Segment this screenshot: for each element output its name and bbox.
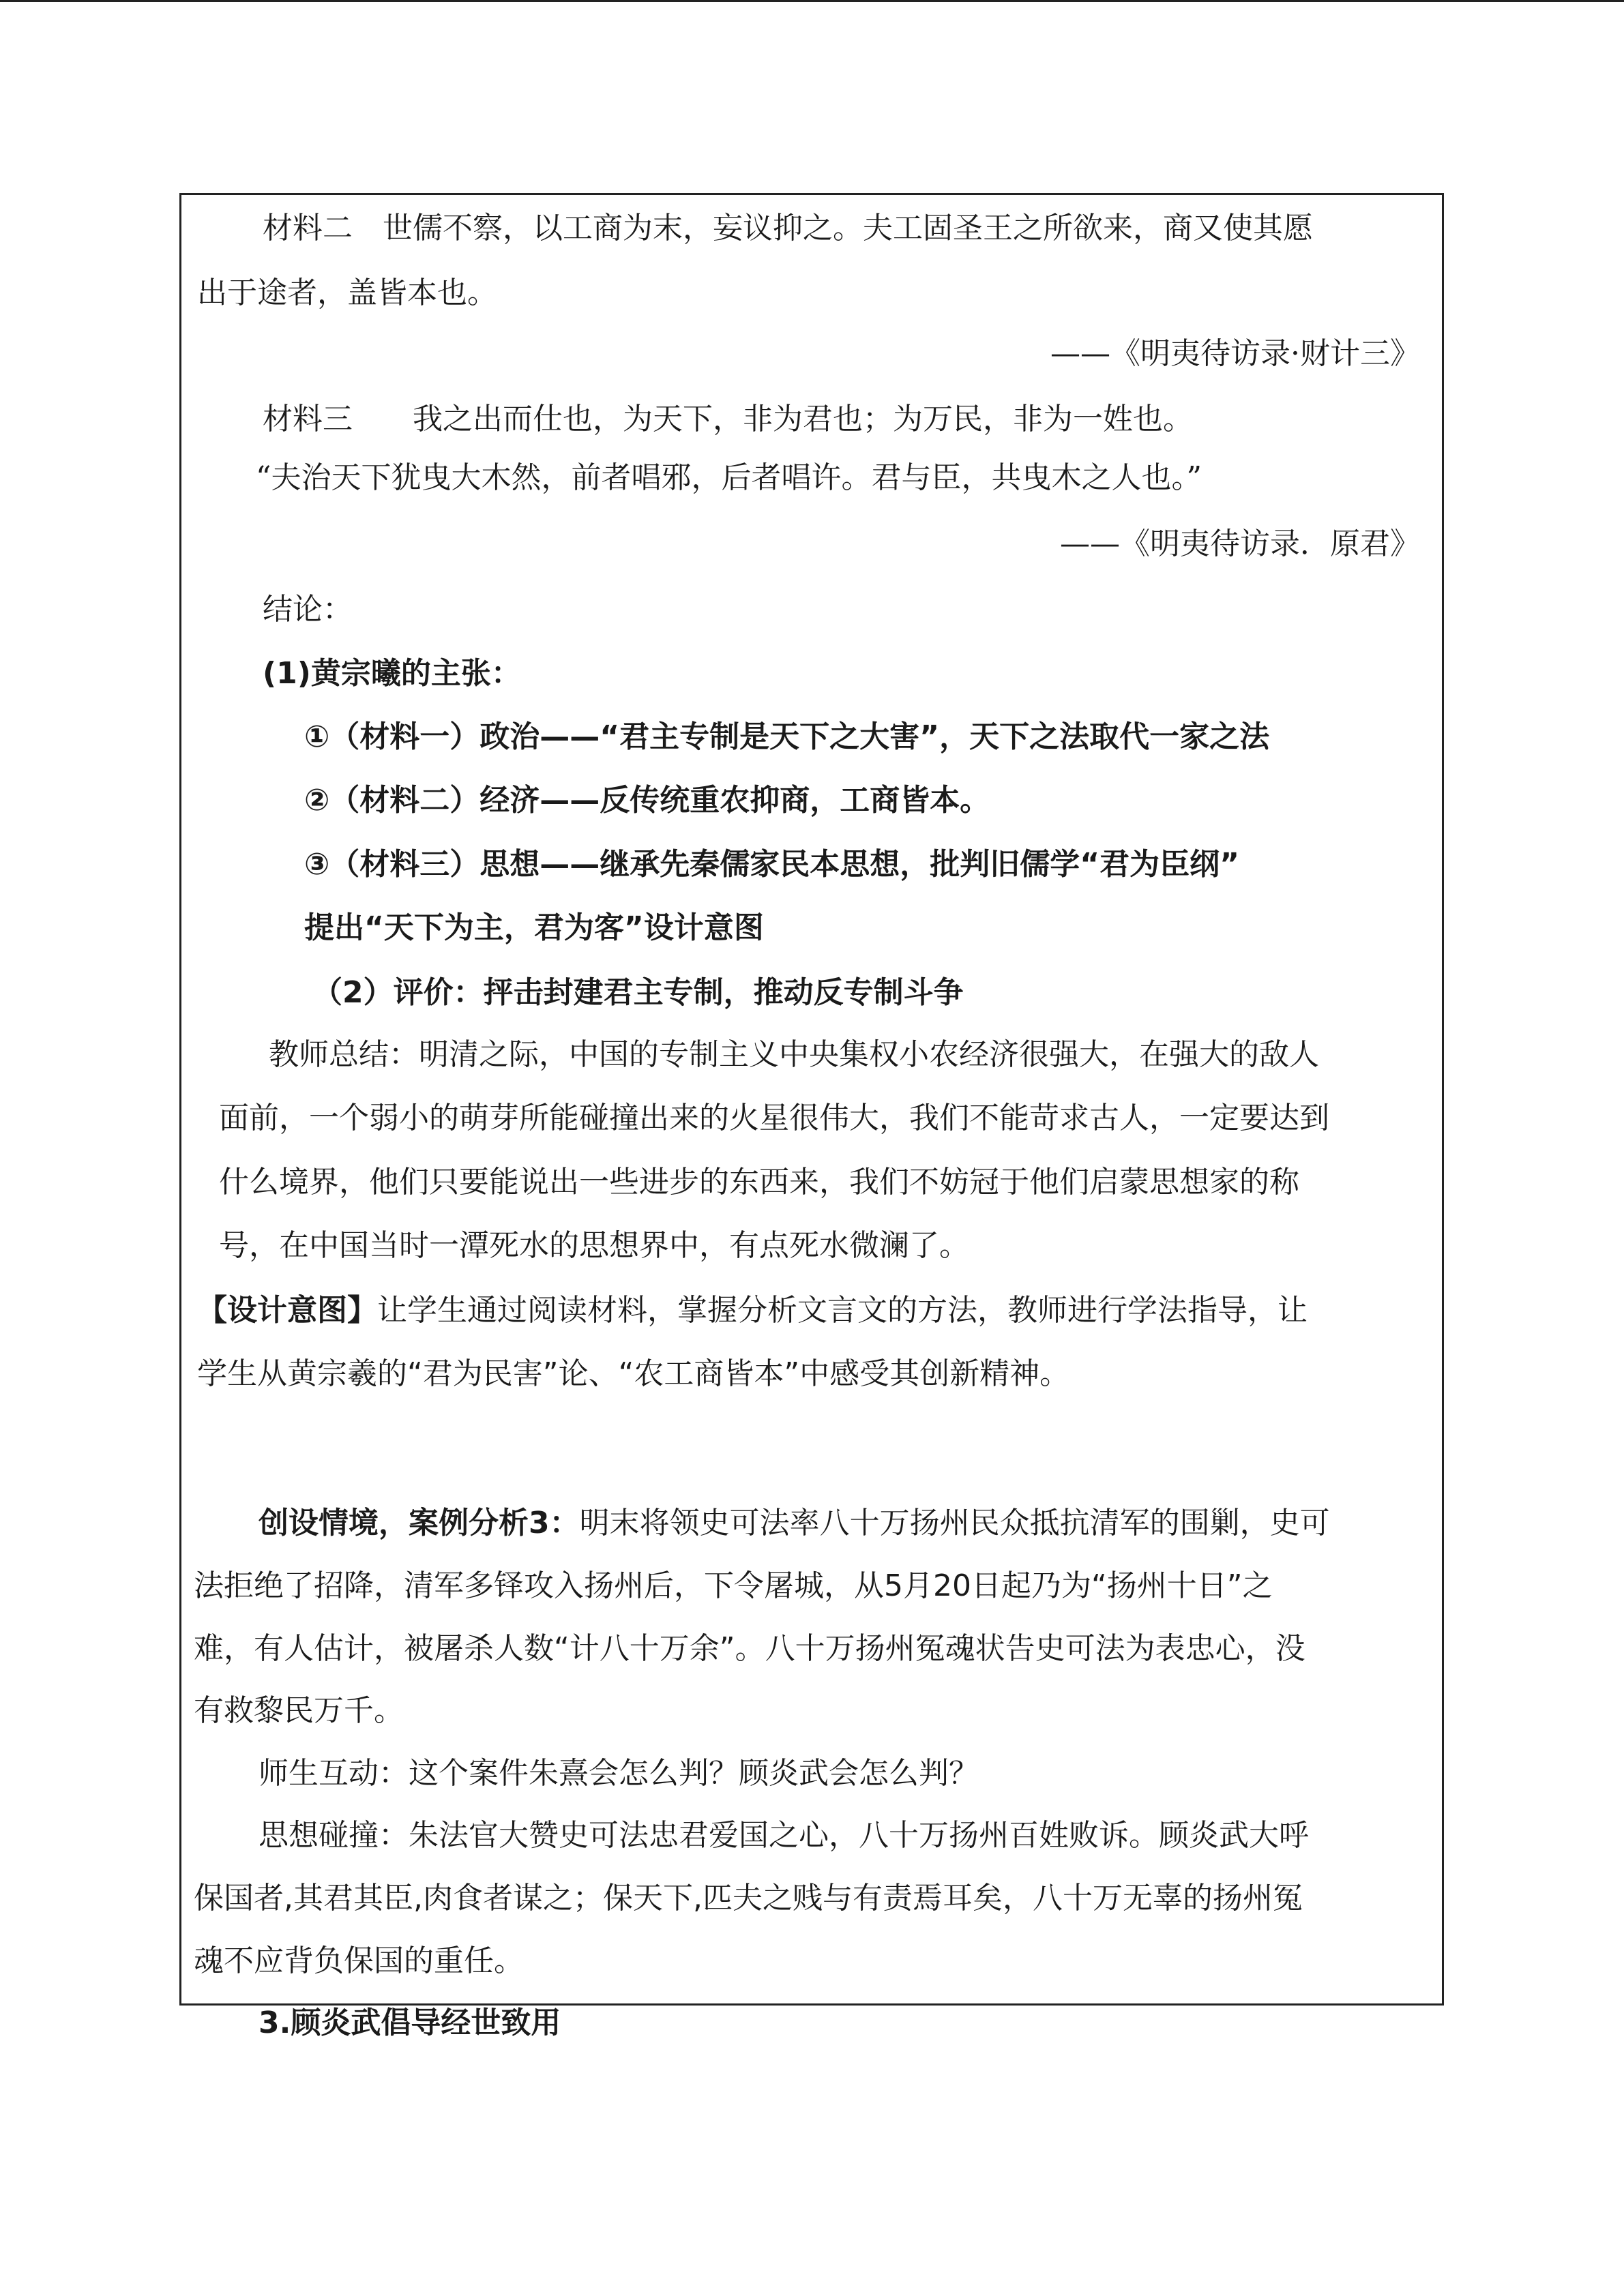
case-analysis-line-2: 法拒绝了招降，清军多铎攻入扬州后，下令屠城，从5月20日起乃为“扬州十日”之 <box>194 1568 1273 1603</box>
design-intent-text: 让学生通过阅读材料，掌握分析文言文的方法，教师进行学法指导，让 <box>377 1293 1308 1328</box>
teacher-summary-line-3: 什么境界，他们只要能说出一些进步的东西来，我们不妨冠于他们启蒙思想家的称 <box>219 1165 1299 1199</box>
design-intent-line-1 <box>197 1290 1308 1331</box>
material-three-line-2: “夫治天下犹曳大木然，前者唱邪，后者唱许。君与臣，共曳木之人也。” <box>256 460 1202 495</box>
design-intent-label: 【设计意图】 <box>197 1293 377 1328</box>
claim-thought-continued: 提出“天下为主，君为客”设计意图 <box>304 910 764 945</box>
material-two-line-2: 出于途者，盖皆本也。 <box>197 275 497 310</box>
claim-economy: ②（材料二）经济——反传统重农抑商，工商皆本。 <box>304 783 990 818</box>
case-analysis-line-4: 有救黎民万千。 <box>194 1693 404 1728</box>
case-analysis-line-3: 难，有人估计，被屠杀人数“计八十万余”。八十万扬州冤魂状告史可法为表忠心，没 <box>194 1631 1305 1666</box>
design-intent-line-2: 学生从黄宗羲的“君为民害”论、“农工商皆本”中感受其创新精神。 <box>197 1356 1070 1391</box>
material-two-source: ——《明夷待访录·财计三》 <box>1050 336 1420 371</box>
case-analysis-line-1 <box>259 1503 1330 1544</box>
claim-politics: ①（材料一）政治——“君主专制是天下之大害”，天下之法取代一家之法 <box>304 719 1270 754</box>
teacher-summary-line-2: 面前，一个弱小的萌芽所能碰撞出来的火星很伟大，我们不能苛求古人，一定要达到 <box>219 1101 1329 1135</box>
thought-clash-line-2: 保国者,其君其臣,肉食者谋之；保天下,匹夫之贱与有责焉耳矣，八十万无辜的扬州冤 <box>194 1881 1303 1915</box>
material-three-line-1: 材料三 我之出而仕也，为天下，非为君也；为万民，非为一姓也。 <box>263 402 1193 436</box>
teacher-summary-line-4: 号，在中国当时一潭死水的思想界中，有点死水微澜了。 <box>219 1228 969 1263</box>
teacher-summary-line-1: 教师总结：明清之际，中国的专制主义中央集权小农经济很强大，在强大的敌人 <box>269 1037 1319 1072</box>
material-two-line-1: 材料二 世儒不察，以工商为末，妄议抑之。夫工固圣王之所欲来，商又使其愿 <box>263 211 1313 245</box>
thought-clash-line-1: 思想碰撞：朱法官大赞史可法忠君爱国之心，八十万扬州百姓败诉。顾炎武大呼 <box>259 1818 1309 1853</box>
material-three-source: ——《明夷待访录．原君》 <box>1060 526 1420 561</box>
huang-claims-heading: (1)黄宗曦的主张： <box>263 656 521 691</box>
section-heading-gu-yanwu: 3.顾炎武倡导经世致用 <box>259 2006 561 2040</box>
case-analysis-text: 明末将领史可法率八十万扬州民众抵抗清军的围剿，史可 <box>579 1506 1330 1540</box>
conclusion-heading: 结论： <box>263 592 353 627</box>
evaluation: （2）评价：抨击封建君主专制，推动反专制斗争 <box>312 975 964 1010</box>
case-analysis-label: 创设情境，案例分析3： <box>259 1506 580 1540</box>
interaction-question: 师生互动：这个案件朱熹会怎么判？顾炎武会怎么判？ <box>259 1756 979 1791</box>
thought-clash-line-3: 魂不应背负保国的重任。 <box>194 1943 524 1978</box>
page-top-rule <box>0 0 1624 2</box>
claim-thought: ③（材料三）思想——继承先秦儒家民本思想，批判旧儒学“君为臣纲” <box>304 847 1240 882</box>
